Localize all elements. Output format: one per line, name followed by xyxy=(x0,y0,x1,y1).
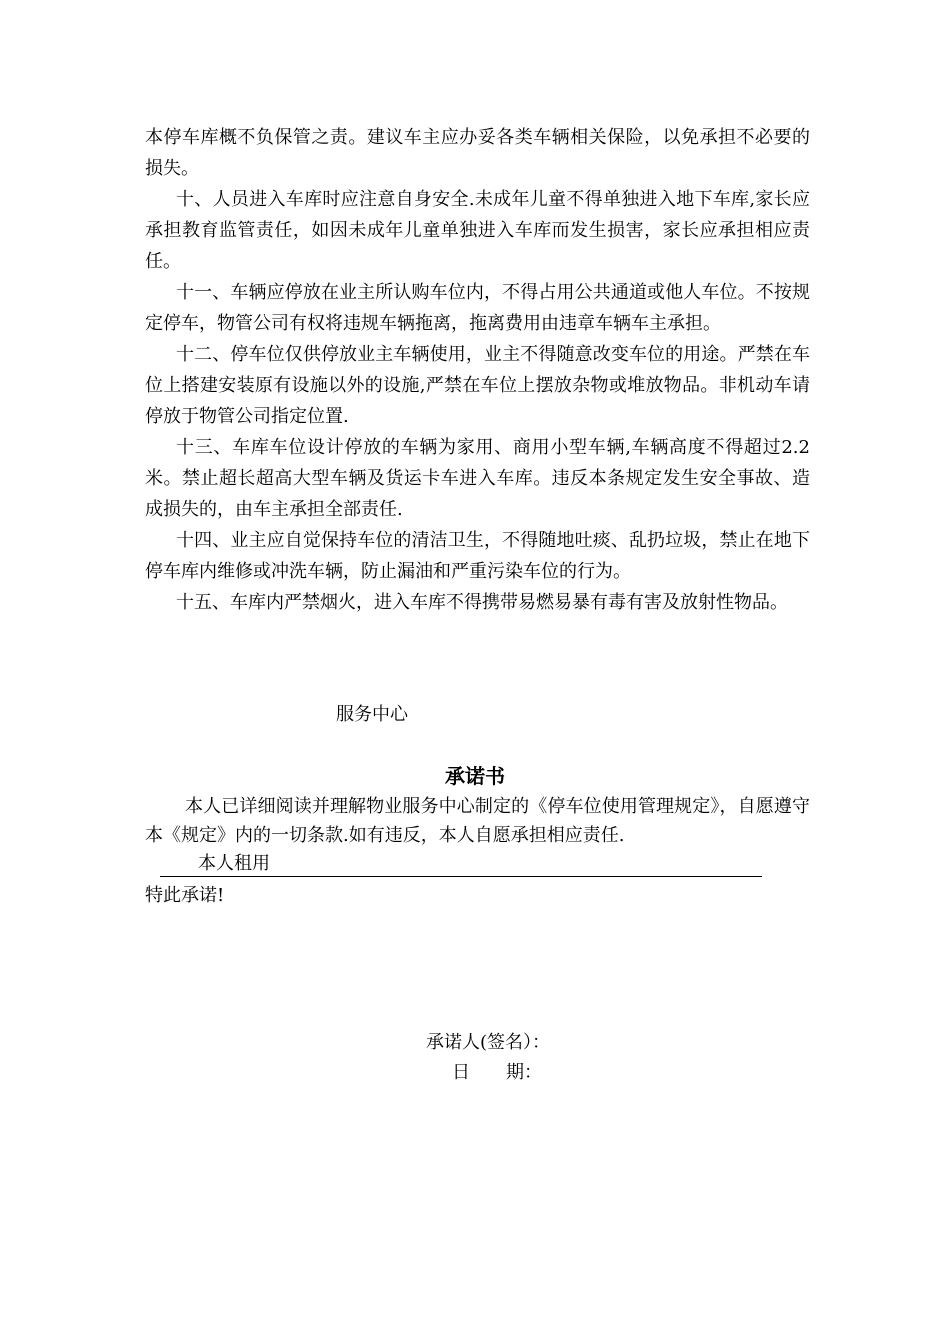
signer-label: 承诺人(签名）： xyxy=(426,1032,551,1053)
rule-continuation: 本停车库概不负保管之责。建议车主应办妥各类车辆相关保险，以免承担不必要的损失。 xyxy=(145,127,810,179)
rule-item-14: 十四、业主应自觉保持车位的清洁卫生，不得随地吐痰、乱扔垃圾，禁止在地下停车库内维修或冲洗车辆，防止漏油和严重污染车位的行为。 xyxy=(145,530,810,582)
rule-item-12: 十二、停车位仅供停放业主车辆使用，业主不得随意改变车位的用途。严禁在车位上搭建安装原有设施以外的设施,严禁在车位上摆放杂物或堆放物品。非机动车请停放于物管公司指定位置. xyxy=(145,344,810,427)
pledge-title: 承诺书 xyxy=(445,764,505,788)
pledge-body: 本人已详细阅读并理解物业服务中心制定的《停车位使用管理规定》，自愿遵守本《规定》内的一切条款.如有违反，本人自愿承担相应责任. xyxy=(145,796,810,846)
pledge-closing: 特此承诺! xyxy=(145,885,225,906)
rule-item-11: 十一、车辆应停放在业主所认购车位内，不得占用公共通道或他人车位。不按规定停车，物管公司有权将违规车辆拖离，拖离费用由违章车辆车主承担。 xyxy=(145,282,810,334)
rent-label: 本人租用 xyxy=(198,853,270,874)
rule-item-10: 十、人员进入车库时应注意自身安全.未成年儿童不得单独进入地下车库,家长应承担教育监管责任，如因未成年儿童单独进入车库而发生损害，家长应承担相应责任。 xyxy=(145,189,810,272)
date-label: 日 期： xyxy=(452,1062,542,1083)
rule-item-15: 十五、车库内严禁烟火，进入车库不得携带易燃易暴有毒有害及放射性物品。 xyxy=(176,592,788,613)
rent-fill-line xyxy=(160,852,762,877)
parking-rules-section xyxy=(145,122,810,618)
rule-item-13: 十三、车库车位设计停放的车辆为家用、商用小型车辆,车辆高度不得超过2.2米。禁止超长超高大型车辆及货运卡车进入车库。违反本条规定发生安全事故、造成损失的，由车主承担全部责任. xyxy=(145,437,810,520)
issuer-service-center: 服务中心 xyxy=(336,704,408,725)
